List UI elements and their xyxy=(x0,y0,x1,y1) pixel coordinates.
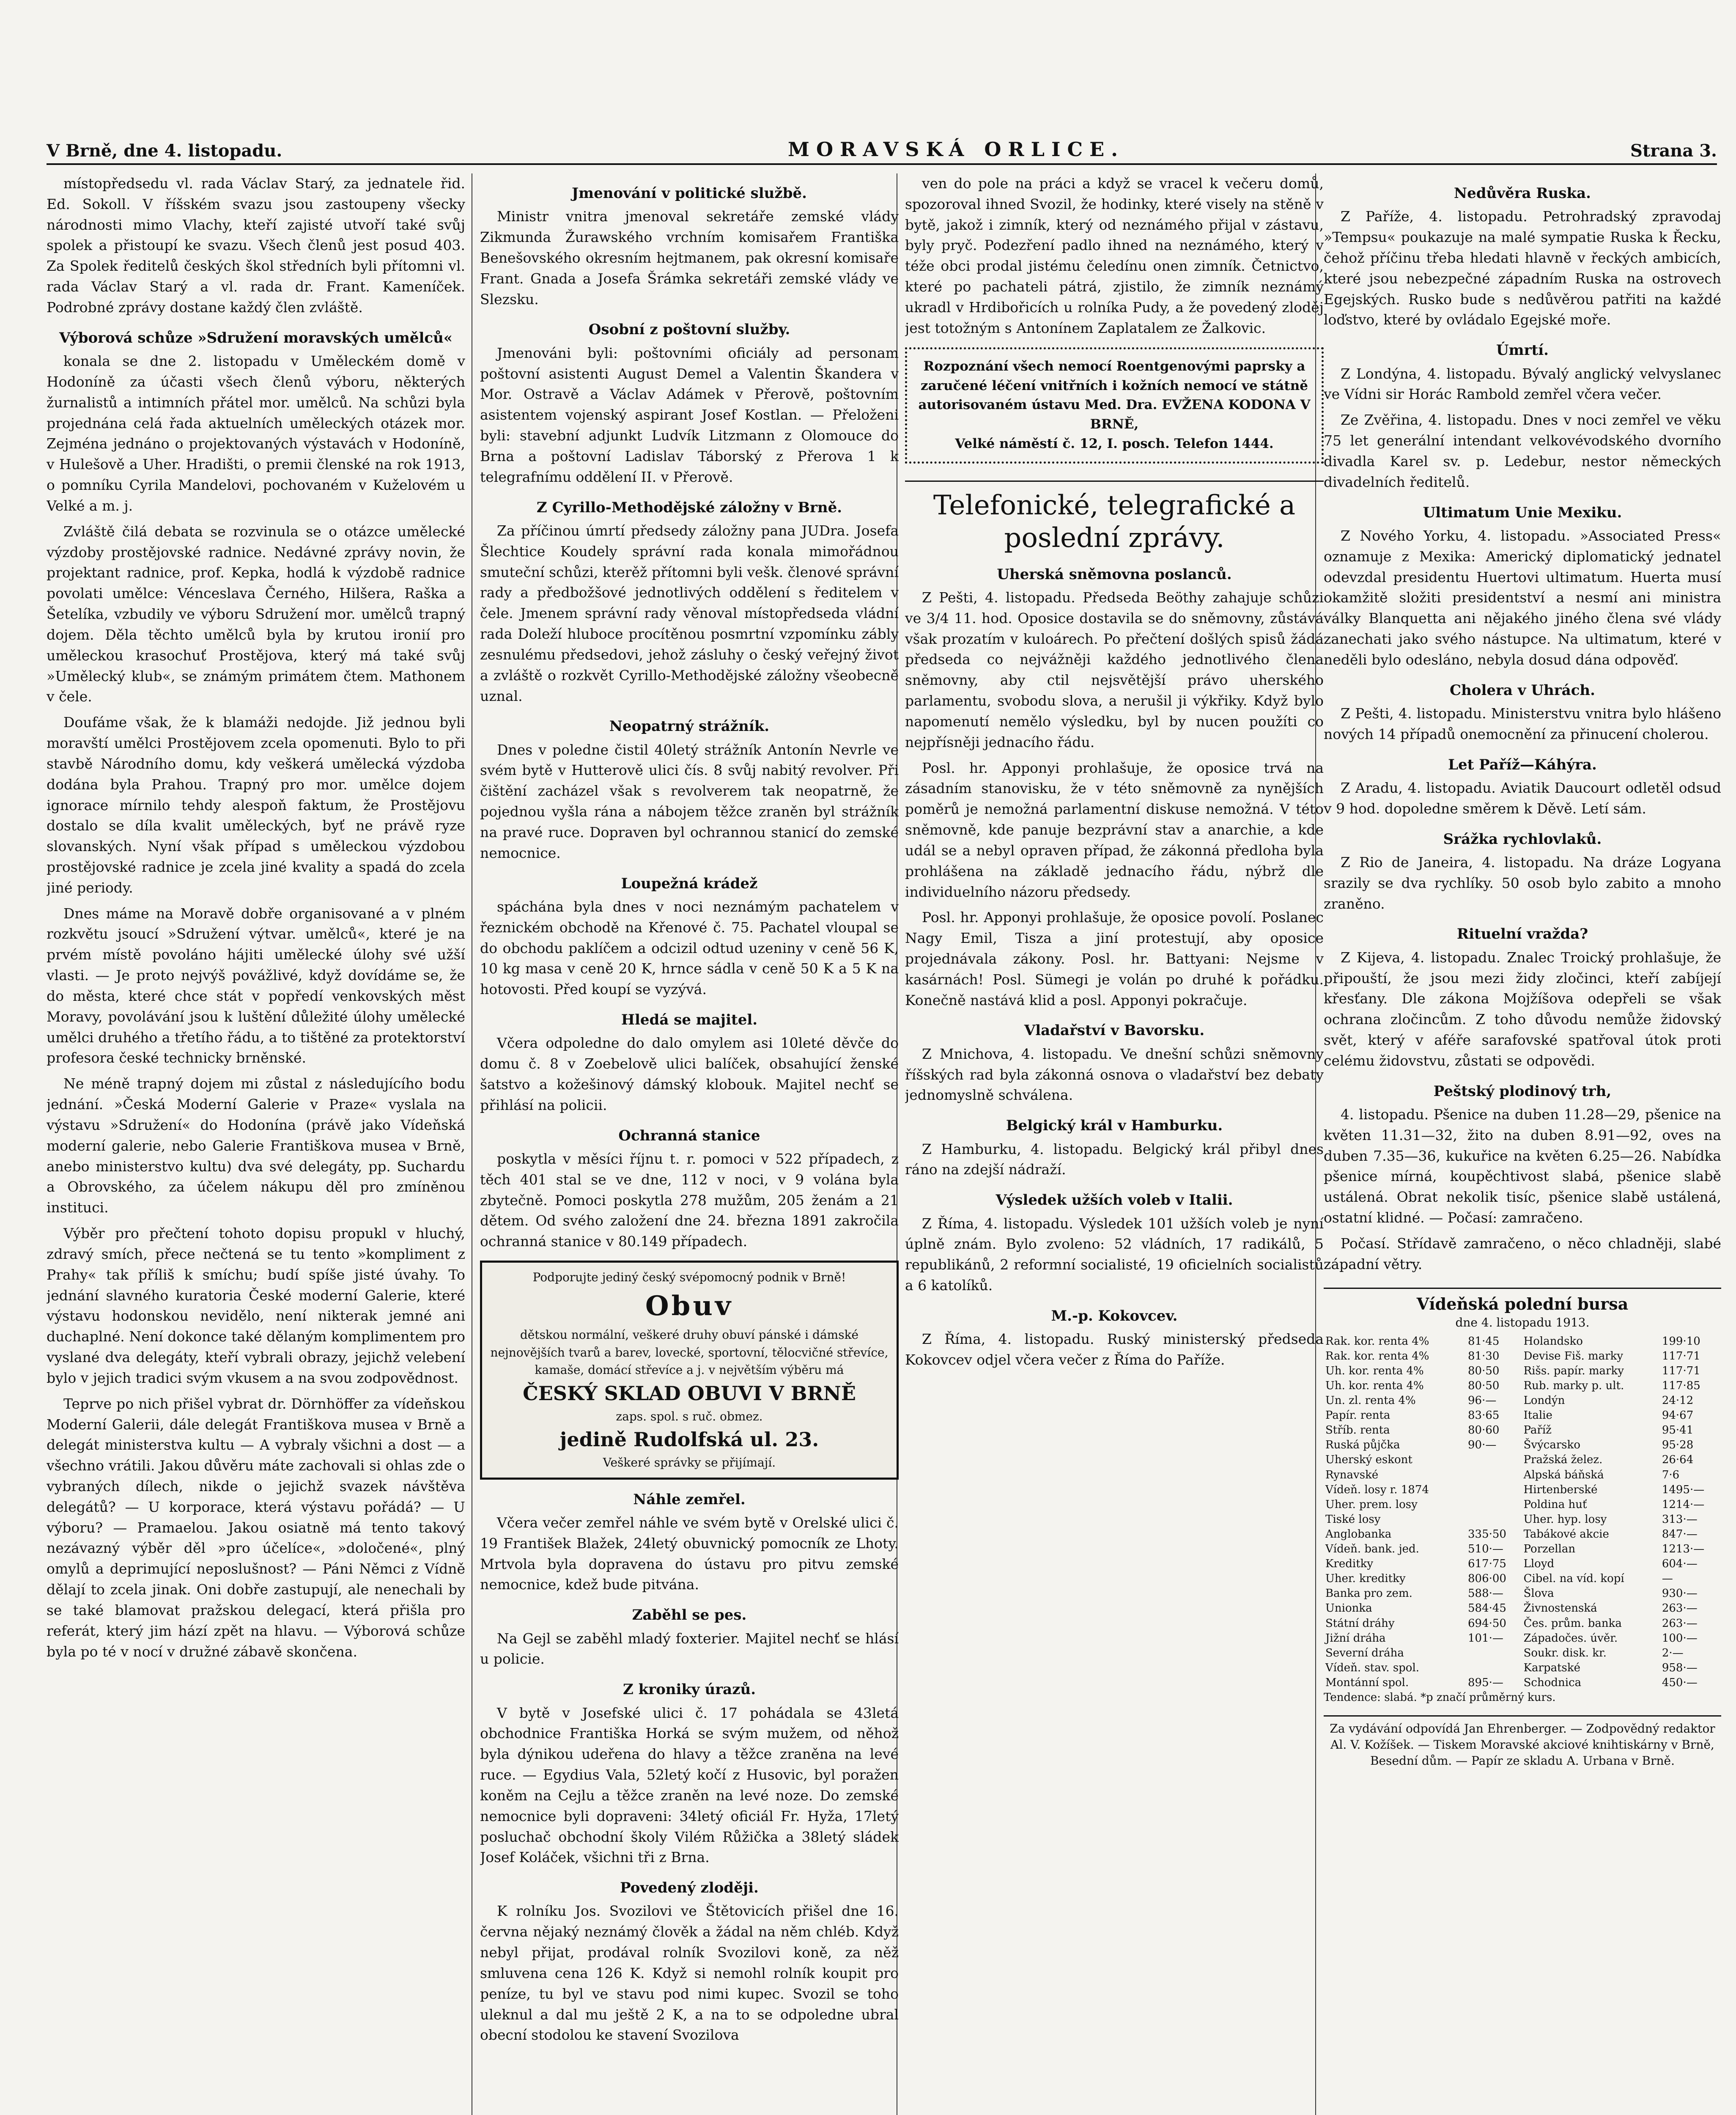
bourse-cell: Paříž xyxy=(1523,1424,1552,1437)
roentgen-ad-text: Rozpoznání všech nemocí Roentgenovými paprsky a zaručené léčení vnitřních i kožních nemocí ve státně autorisovaném ústavu Med. Dra. EVŽENA KODONA V BRNĚ, xyxy=(918,358,1311,432)
article-heading: Let Paříž—Káhýra. xyxy=(1448,756,1597,773)
article-paragraph: Z Aradu, 4. listopadu. Aviatik Daucourt odletěl odsud v 9 hod. dopoledne směrem k Děvě. Letí sám. xyxy=(1324,779,1721,817)
bourse-cell: 26·64 xyxy=(1662,1453,1694,1467)
bourse-cell: Londýn xyxy=(1523,1394,1565,1407)
bourse-cell: Papír. renta xyxy=(1325,1409,1390,1422)
column-1 xyxy=(47,173,465,2115)
bourse-row xyxy=(1324,1512,1721,1527)
article-paragraph: Z Pešti, 4. listopadu. Předseda Beöthy zahajuje schůzi ve 3/4 11. hod. Oposice dostavila se do sněmovny, zůstává však prozatím v kuloárech. Po přečtení došlých spisů žádá předseda co nejvážněji každého jednotlivého člena sněmovny, aby ctil nejsvětější právo uherského parlamentu, svobodu slova, a nerušil ji výkřiky. Když bylo napomenutí nemělo výsledku, byl by nucen použíti co nejpřísněji jednacího řádu. xyxy=(905,589,1324,750)
bourse-cell: 335·50 xyxy=(1468,1527,1506,1541)
bourse-cell: 450·— xyxy=(1662,1676,1698,1689)
article-paragraph: Posl. hr. Apponyi prohlašuje, že oposice trvá na zásadním stanovisku, že v této sněmovně za nynějších poměrů je nemožná parlamentní diskuse nemožná. V této sněmovně, kde panuje bezprávní stav a anarchie, a kde udál se a nebyl opraven případ, že zákonná předloha byla prohlášena na základě jednacího řádu, nýbrž dle individuelního názoru předsedy. xyxy=(905,759,1324,900)
article-paragraph: Jmenováni byli: poštovními oficiály ad personam poštovní asistenti August Demel a Valentin Škandera v Mor. Ostravě a Václav Adámek v Přerově, poštovním asistentem vojenský aspirant Josef Kostlan. — Přeloženi byli: stavební adjunkt Ludvík Litzmann z Olomouce do Brna a poštovní Ladislav Táborský z Přerova 1 k telegrafnímu oddělení II. v Přerově. xyxy=(480,344,899,485)
bourse-cell: 80·50 xyxy=(1468,1379,1500,1392)
bourse-cell: Státní dráhy xyxy=(1325,1617,1395,1630)
article-paragraph: Z Nového Yorku, 4. listopadu. »Associated Press« oznamuje z Mexika: Americký diplomatický jednatel odevzdal presidentu Huertovi ultimatum. Huerta musí okamžitě složiti presidentství a nesmí ani ministra války Blanquetta ani nějakého jiného člena své vlády zanechati jako svého nástupce. Na ultimatum, které v neděli bylo odesláno, nebyla dosud dána odpověď. xyxy=(1324,527,1721,668)
article-paragraph: místopředsedu vl. rada Václav Starý, za jednatele řid. Ed. Sokoll. V říšském svazu jsou zastoupeny všecky národnosti mimo Vlachy, kteří zajisté utvoří také svůj spolek a přistoupí ke svazu. Všech členů jest posud 403. Za Spolek ředitelů českých škol středních byli přítomni vl. rada Václav Starý a vl. rada dr. Frant. Kameníček. Podrobné zprávy dostane každý člen zvláště. xyxy=(47,175,465,316)
column-3 xyxy=(905,173,1324,2115)
bourse-cell: 7·6 xyxy=(1662,1468,1680,1481)
bourse-cell: Rak. kor. renta 4% xyxy=(1325,1335,1429,1348)
bourse-row xyxy=(1324,1349,1721,1364)
article-heading: Rituelní vražda? xyxy=(1456,926,1588,943)
article-paragraph: Za příčinou úmrtí předsedy záložny pana JUDra. Josefa Šlechtice Koudely správní rada konala mimořádnou smuteční schůzi, kterěž přítomni byli vešk. členové správní rady a předbožšové jednotlivých oddělení s ředitelem v čele. Jmenem správní rady věnoval místopředseda vládní rada Doleží hluboce procítěnou posmrtní vzpomínku zábly zesnulému předsedovi, jehož zásluhy o český veřejný život a zvláště o rozkvět Cyrillo-Methodějské záložny všeobecně uznal. xyxy=(480,522,899,704)
bourse-cell: Hirtenberské xyxy=(1523,1483,1598,1496)
bourse-cell: 101·— xyxy=(1468,1632,1503,1645)
bourse-row xyxy=(1324,1557,1721,1571)
article-paragraph: konala se dne 2. listopadu v Uměleckém domě v Hodoníně za účasti všech členů výboru, některých žurnalistů a intimních přátel mor. umělců. Na schůzi byla projednána celá řada aktuelních uměleckých otázek mor. Zejména jednáno o projektovaných výstavách v Hodoníně, v Hulešově a Uher. Hradišti, o premii členské na rok 1913, o pomníku Cyrila Mandelovi, pochovaném v Kuželovém u Velké a m. j. xyxy=(47,353,465,514)
bourse-row xyxy=(1324,1334,1721,1349)
imprint-footer: Za vydávání odpovídá Jan Ehrenberger. — Zodpovědný redaktor Al. V. Kožíšek. — Tiskem Moravské akciové knihtiskárny v Brně, Besední dům. — Papír ze skladu A. Urbana v Brně. xyxy=(1324,1715,1721,1769)
bourse-cell: 81·45 xyxy=(1468,1335,1500,1348)
vienna-bourse-table xyxy=(1324,1288,1721,1705)
bourse-cell xyxy=(1466,1512,1522,1527)
article-paragraph: spáchána byla dnes v noci neznámým pachatelem v řeznickém obchodě na Křenové č. 75. Pachatel vloupal se do obchodu paklíčem a odcizil odtud uzeniny v ceně 56 K, 10 kg masa v ceně 20 K, hrnce sádla v ceně 50 K a 5 K na hotovosti. Před koupí se vyzývá. xyxy=(480,898,899,998)
bourse-cell: 930·— xyxy=(1662,1587,1698,1600)
bourse-cell: Karpatské xyxy=(1523,1661,1581,1674)
bourse-cell: Kreditky xyxy=(1325,1557,1374,1571)
bourse-cell: — xyxy=(1662,1572,1673,1585)
column-4 xyxy=(1324,173,1721,2115)
bourse-cell: 604·— xyxy=(1662,1557,1698,1571)
article-heading: Povedený zloději. xyxy=(620,1879,759,1897)
bourse-cell: 117·71 xyxy=(1662,1364,1700,1377)
bourse-cell: Pražská želez. xyxy=(1523,1453,1603,1467)
bourse-row xyxy=(1324,1423,1721,1438)
article-heading: Zaběhl se pes. xyxy=(632,1607,747,1624)
shoe-store-advertisement xyxy=(480,1261,899,1480)
article-heading: Srážka rychlovlaků. xyxy=(1443,830,1602,848)
article-paragraph: Teprve po nich přišel vybrat dr. Dörnhöffer za vídeňskou Moderní Galerii, dále delegát Františkova musea v Brně a delegát ministerstva kultu — A vybraly všichni a dost — a všechno vrátili. Jakou důvěru máte zachovali si ohlas zde o vybraných dílech, nikde o jejichž svazek návštěva delegátů? — U korporace, která výstavu pořádá? — U výboru? — Pramaelou. Jakou osiatně má tento takový nezávazný výběr děl »pro účelíce«, »določené«, plný omylů a deprimující neposlušnost? — Páni Němci z Vídně dělají to zcela jinak. Oni dobře zastupují, ale nenechali by se také blamovat pražskou delegací, která přišla pro referát, který jim hází zpět na hlavu. — Výborová schůze byla po té v nocí v družné zábavě skončena. xyxy=(47,1395,465,1660)
article-paragraph: Z Hamburku, 4. listopadu. Belgický král přibyl dnes ráno na zdejší nádraží. xyxy=(905,1140,1324,1178)
bourse-cell: Alpská báňská xyxy=(1523,1468,1604,1481)
roentgen-advertisement xyxy=(905,347,1324,464)
article-paragraph: K rolníku Jos. Svozilovi ve Štětovicích přišel dne 16. června nějaký neznámý člověk a žádal na něm chléb. Když nebyl přijat, prodával rolník Svozilovi koně, za něž smluvena cena 126 K. Když si nemohl rolník koupit pro peníze, tu byl ve stavu pod nimi kupec. Svozil se toho uleknul a dal mu ještě 2 K, a na to se odpoledne ubral obecní stodolou ke stavení Svozilova xyxy=(480,1903,899,2044)
bourse-cell: Švýcarsko xyxy=(1523,1439,1581,1452)
bourse-cell: Jižní dráha xyxy=(1325,1632,1386,1645)
ad-tagline: Podporujte jediný český svépomocný podnik v Brně! xyxy=(532,1270,846,1285)
ad-store-name: ČESKÝ SKLAD OBUVI V BRNĚ xyxy=(523,1382,856,1405)
article-heading: Úmrtí. xyxy=(1496,342,1549,359)
article-heading: Vladařství v Bavorsku. xyxy=(1024,1022,1205,1039)
article-heading: Osobní z poštovní služby. xyxy=(588,321,790,338)
bourse-cell: 584·45 xyxy=(1468,1602,1506,1615)
bourse-row xyxy=(1324,1646,1721,1661)
ad-description: dětskou normální, veškeré druhy obuví pánské i dámské nejnovějších tvarů a barev, lovecké, sportovní, tělocvičné střevíce, kamaše, domácí střevíce a j. v největším výběru má xyxy=(490,1328,889,1377)
bourse-cell: 958·— xyxy=(1662,1661,1698,1674)
bourse-cell: Anglobanka xyxy=(1325,1527,1392,1541)
article-paragraph: Z Londýna, 4. listopadu. Bývalý anglický velvyslanec ve Vídni sir Horác Rambold zemřel včera večer. xyxy=(1324,365,1721,403)
article-paragraph: Z Rio de Janeira, 4. listopadu. Na dráze Logyana srazily se dva rychlíky. 50 osob bylo zabito a mnoho zraněno. xyxy=(1324,854,1721,912)
bourse-cell: Unionka xyxy=(1325,1602,1372,1615)
bourse-cell: 1495·— xyxy=(1662,1483,1705,1496)
ad-company-form: zaps. spol. s ruč. obmez. xyxy=(616,1409,763,1423)
bourse-cell: Uher. hyp. losy xyxy=(1523,1513,1607,1526)
article-paragraph: Dnes v poledne čistil 40letý strážník Antonín Nevrle ve svém bytě v Hutterově ulici čís. 8 svůj nabitý revolver. Při čištění zacházel však s revolverem tak neopatrně, že pojednou vyšla rána a nábojem těžce zraněn byl strážník na pravé ruce. Dopraven byl ochrannou stanicí do zemské nemocnice. xyxy=(480,741,899,861)
article-paragraph: Z Paříže, 4. listopadu. Petrohradský zpravodaj »Tempsu« poukazuje na malé sympatie Ruska k Řecku, čehož příčinu třeba hledati hlavně v řeckých ambicích, které jsou nebezpečné západním Ruska na ostrovech Egejských. Rusko bude s nedůvěrou patřiti na každé loďstvo, které by ovládalo Egejské moře. xyxy=(1324,208,1721,328)
bourse-cell: 117·85 xyxy=(1662,1379,1700,1392)
bourse-cell: 588·— xyxy=(1468,1587,1503,1600)
article-heading: M.-p. Kokovcev. xyxy=(1051,1307,1178,1324)
bourse-cell: 847·— xyxy=(1662,1527,1698,1541)
bourse-cell: 90·— xyxy=(1468,1439,1497,1452)
bourse-cell: 2·— xyxy=(1662,1646,1684,1659)
bourse-cell: 263·— xyxy=(1662,1617,1698,1630)
article-paragraph: Ze Zvěřina, 4. listopadu. Dnes v noci zemřel ve věku 75 let generální intendant velkovévodského dvorního divadla Karel sv. p. Ledebur, nestor německých divadelních ředitelů. xyxy=(1324,412,1721,490)
bourse-cell: 117·71 xyxy=(1662,1349,1700,1362)
bourse-cell: Poldina huť xyxy=(1523,1498,1587,1511)
ad-address: jedině Rudolfská ul. 23. xyxy=(559,1428,819,1451)
bourse-cell: Šlova xyxy=(1523,1587,1554,1600)
article-heading: Peštský plodinový trh, xyxy=(1433,1082,1612,1100)
bourse-cell: 83·65 xyxy=(1468,1409,1500,1422)
article-paragraph: Ministr vnitra jmenoval sekretáře zemské vlády Zikmunda Žurawského vrchním komisařem Františka Benešovského okresním hejtmanem, pak okresní komisaře Frant. Gnada a Josefa Šrámka sekretáři zemské vlády ve Slezsku. xyxy=(480,208,899,308)
ad-headline: Obuv xyxy=(645,1290,734,1322)
masthead xyxy=(47,127,1717,165)
issue-date: V Brně, dne 4. listopadu. xyxy=(47,141,282,161)
bourse-cell: 1214·— xyxy=(1662,1498,1705,1511)
article-heading: Výborová schůze »Sdružení moravských umělců« xyxy=(59,329,453,346)
section-title: Telefonické, telegrafické a poslední zprávy. xyxy=(905,481,1324,555)
article-heading: Ochranná stanice xyxy=(618,1127,760,1144)
article-paragraph: Na Gejl se zaběhl mladý foxterier. Majitel nechť se hlásí u policie. xyxy=(480,1630,899,1667)
bourse-cell: Živnostenská xyxy=(1523,1602,1597,1615)
bourse-cell: 617·75 xyxy=(1468,1557,1506,1571)
bourse-cell: Tiské losy xyxy=(1325,1513,1381,1526)
bourse-cell: Uh. kor. renta 4% xyxy=(1325,1364,1424,1377)
article-heading: Uherská sněmovna poslanců. xyxy=(997,566,1232,583)
bourse-row xyxy=(1324,1408,1721,1423)
bourse-cell: 24·12 xyxy=(1662,1394,1694,1407)
article-paragraph: Počasí. Střídavě zamračeno, o něco chladněji, slabé západní větry. xyxy=(1324,1235,1721,1272)
article-heading: Cholera v Uhrách. xyxy=(1450,681,1595,699)
article-heading: Náhle zemřel. xyxy=(633,1491,746,1508)
bourse-cell: Montánní spol. xyxy=(1325,1676,1409,1689)
bourse-cell: Západočes. úvěr. xyxy=(1523,1632,1618,1645)
bourse-cell: 95·41 xyxy=(1662,1424,1694,1437)
bourse-cell: 510·— xyxy=(1468,1543,1503,1556)
bourse-cell: 95·28 xyxy=(1662,1439,1694,1452)
bourse-cell: Schodnica xyxy=(1523,1676,1582,1689)
paper-title: MORAVSKÁ ORLICE. xyxy=(788,138,1125,161)
article-paragraph: Včera odpoledne do dalo omylem asi 10leté děvče do domu č. 8 v Zoebelově ulici balíček, obsahující ženské šatstvo a kožešinový dámský klobouk. Majitel nechť se přihlásí na policii. xyxy=(480,1035,899,1113)
bourse-row xyxy=(1324,1497,1721,1512)
article-heading: Loupežná krádež xyxy=(621,875,758,892)
bourse-title: Vídeňská polední bursa xyxy=(1416,1294,1629,1313)
bourse-date: dne 4. listopadu 1913. xyxy=(1455,1315,1590,1329)
bourse-cell: Stříb. renta xyxy=(1325,1424,1390,1437)
article-paragraph: V bytě v Josefské ulici č. 17 pohádala se 43letá obchodnice Františka Horká se svým mužem, od něhož byla dýnikou udeřena do hlavy a těžce zraněna na levé ruce. — Egydius Vala, 52letý kočí z Husovic, byl poražen koněm na Cejlu a těžce zraněn na levé noze. Do zemské nemocnice byli dopraveni: 34letý oficiál Fr. Hyža, 17letý posluchač obchodní školy Vilém Růžička a 38letý sládek Josef Koláček, všichni tři z Brna. xyxy=(480,1704,899,1866)
bourse-row xyxy=(1324,1393,1721,1408)
bourse-cell: Vídeň. losy r. 1874 xyxy=(1325,1483,1429,1496)
article-heading: Nedůvěra Ruska. xyxy=(1454,185,1591,202)
bourse-cell: Porzellan xyxy=(1523,1543,1576,1556)
article-heading: Neopatrný strážník. xyxy=(609,718,770,735)
bourse-row xyxy=(1324,1438,1721,1453)
article-paragraph: Posl. hr. Apponyi prohlašuje, že oposice povolí. Poslanec Nagy Emil, Tisza a jiní protestují, aby oposice projednávala zákony. Posl. hr. Battyani: Nejsme v kasárnách! Posl. Sümegi je volán po druhé k pořádku. Konečně nastává klid a posl. Apponyi pokračuje. xyxy=(905,909,1324,1008)
bourse-cell: 80·60 xyxy=(1468,1424,1500,1437)
bourse-row xyxy=(1324,1542,1721,1557)
article-heading: Ultimatum Unie Mexiku. xyxy=(1423,504,1622,521)
bourse-cell: Italie xyxy=(1523,1409,1552,1422)
article-paragraph: Z Kijeva, 4. listopadu. Znalec Troický prohlašuje, že připouští, že jsou mezi židy zločinci, kteří zabíjejí křesťany. Dle zákona Mojžíšova odepřeli se však ochrana zločincům. Z toho důvodu nemůže židovský svět, který v aféře sarafovské spatřoval útok proti celému židovstvu, zůstati se odpovědi. xyxy=(1324,949,1721,1069)
article-paragraph: Z Říma, 4. listopadu. Výsledek 101 užších voleb je nyní úplně znám. Bylo zvoleno: 52 vládních, 17 radikálů, 5 republikánů, 2 reformní socialisté, 19 oficielních socialistů a 6 katolíků. xyxy=(905,1215,1324,1294)
bourse-cell xyxy=(1466,1468,1522,1483)
bourse-cell: Soukr. disk. kr. xyxy=(1523,1646,1607,1659)
bourse-row xyxy=(1324,1586,1721,1601)
bourse-row xyxy=(1324,1601,1721,1616)
article-paragraph: Výběr pro přečtení tohoto dopisu propukl v hluchý, zdravý smích, přece nečtená se tu tento »kompliment z Prahy« tak příliš k smíchu; budí spíše jisté úvahy. To jednání slavného kuratoria České moderní Galerie, které výstavu hodonskou nevidělo, není nikterak jemné ani duchaplné. Není dokonce také dělaným komplimentem pro vyslané dva delegáty, kteří vybrali obrazy, jejichž velebení bylo v jejich tradici svým vkusem a na svou zodpovědnost. xyxy=(47,1225,465,1386)
bourse-cell xyxy=(1466,1646,1522,1661)
bourse-cell: 313·— xyxy=(1662,1513,1698,1526)
bourse-cell: Uher. kreditky xyxy=(1325,1572,1406,1585)
bourse-cell: Cibel. na víd. kopí xyxy=(1523,1572,1624,1585)
article-heading: Výsledek užších voleb v Italii. xyxy=(996,1192,1233,1209)
bourse-cell: Čes. prům. banka xyxy=(1523,1617,1622,1630)
article-heading: Hledá se majitel. xyxy=(621,1011,758,1029)
bourse-cell: Un. zl. renta 4% xyxy=(1325,1394,1416,1407)
bourse-cell: Lloyd xyxy=(1523,1557,1555,1571)
bourse-cell: 100·— xyxy=(1662,1632,1698,1645)
bourse-cell: 694·50 xyxy=(1468,1617,1506,1630)
bourse-row xyxy=(1324,1453,1721,1467)
column-2 xyxy=(480,173,899,2115)
bourse-cell: Rub. marky p. ult. xyxy=(1523,1379,1624,1392)
bourse-cell: Vídeň. bank. jed. xyxy=(1325,1543,1419,1556)
bourse-cell: Rišs. papír. marky xyxy=(1523,1364,1624,1377)
ad-footer: Veškeré správky se přijímají. xyxy=(603,1456,776,1470)
bourse-cell: Banka pro zem. xyxy=(1325,1587,1412,1600)
article-paragraph: Z Říma, 4. listopadu. Ruský ministerský předseda Kokovcev odjel včera večer z Říma do Paříže. xyxy=(905,1331,1324,1368)
article-paragraph: Včera večer zemřel náhle ve svém bytě v Orelské ulici č. 19 František Blažek, 24letý obuvnický pomocník ze Lhoty. Mrtvola byla dopravena do ústavu pro pitvu zemské nemocnice, kdež bude pitvána. xyxy=(480,1514,899,1593)
bourse-cell: Rynavské xyxy=(1325,1468,1379,1481)
bourse-cell xyxy=(1466,1661,1522,1676)
bourse-cell: 94·67 xyxy=(1662,1409,1694,1422)
bourse-cell: 81·30 xyxy=(1468,1349,1500,1362)
bourse-cell: 895·— xyxy=(1468,1676,1503,1689)
bourse-row xyxy=(1324,1379,1721,1393)
article-heading: Jmenování v politické službě. xyxy=(572,185,807,202)
bourse-cell: 263·— xyxy=(1662,1602,1698,1615)
article-paragraph: Z Mnichova, 4. listopadu. Ve dnešní schůzi sněmovny říšských rad byla zákonná osnova o vladařství bez debaty jednomyslně schválena. xyxy=(905,1045,1324,1104)
article-paragraph: Zvláště čilá debata se rozvinula se o otázce umělecké výzdoby prostějovské radnice. Nedávné zprávy novin, že projektant radnice, prof. Kepka, hodlá k výzdobě radnice povolati umělce: Vénceslava Černého, Hilšera, Raška a Šetelíka, vzbudily ve výboru Sdružení mor. umělců trapný dojem. Děla těchto umělců byla by krutou ironií pro uměleckou krasochuť Prostějova, který má také svůj »Umělecký klub«, se známým primátem čtem. Mathonem v čele. xyxy=(47,523,465,705)
article-heading: Z kroniky úrazů. xyxy=(623,1681,756,1698)
bourse-row xyxy=(1324,1483,1721,1497)
roentgen-ad-address: Velké náměstí č. 12, I. posch. Telefon 1444. xyxy=(955,436,1274,452)
bourse-row xyxy=(1324,1676,1721,1690)
bourse-cell: Tabákové akcie xyxy=(1523,1527,1609,1541)
article-paragraph: Dnes máme na Moravě dobře organisované a v plném rozkvětu jsoucí »Sdružení výtvar. umělců«, které je na prvém místě povoláno hájiti umělecké úlohy své užší vlasti. — Je proto nejvýš povážlivé, když dovídáme se, že do města, které chce stát v popředí venkovských měst Moravy, povolávání jsou k luštění důležité úlohy umělecké umělci druhého a třetího řádu, a to tištěné za protektorství profesora české technicky brněnské. xyxy=(47,905,465,1066)
bourse-rates xyxy=(1324,1334,1721,1690)
bourse-row xyxy=(1324,1364,1721,1379)
article-paragraph: 4. listopadu. Pšenice na duben 11.28—29, pšenice na květen 11.31—32, žito na duben 8.91—92, oves na duben 7.35—36, kukuřice na květen 6.25—26. Nabídka pšenice mírná, koupěchtivost slabá, pšenice slabě ustálená. Obrat nekolik tisíc, pšenice slabě ustálená, ostatní klidné. — Počasí: zamračeno. xyxy=(1324,1106,1721,1226)
bourse-row xyxy=(1324,1631,1721,1646)
bourse-cell: Ruská půjčka xyxy=(1325,1439,1400,1452)
bourse-row xyxy=(1324,1468,1721,1483)
page-number: Strana 3. xyxy=(1630,141,1717,161)
article-heading: Belgický král v Hamburku. xyxy=(1006,1117,1223,1134)
bourse-cell: Uherský eskont xyxy=(1325,1453,1412,1467)
bourse-cell: Uh. kor. renta 4% xyxy=(1325,1379,1424,1392)
article-paragraph: Ne méně trapný dojem mi zůstal z následujícího bodu jednání. »Česká Moderní Galerie v Praze« vyslala na výstavu »Sdružení« do Hodonína (právě jako Vídeňská moderní galerie, nebo Galerie Františkova musea v Brně, anebo ministerstvo kultu) dva své delegáty, pp. Suchardu a Obrovského, za účelem nákupu děl pro zmíněnou instituci. xyxy=(47,1075,465,1216)
bourse-note: Tendence: slabá. *p značí průměrný kurs. xyxy=(1324,1691,1556,1704)
bourse-cell: Devise Fiš. marky xyxy=(1523,1349,1624,1362)
bourse-cell: Severní dráha xyxy=(1325,1646,1404,1659)
bourse-row xyxy=(1324,1616,1721,1631)
bourse-cell: 1213·— xyxy=(1662,1543,1705,1556)
bourse-cell xyxy=(1466,1483,1522,1497)
bourse-row xyxy=(1324,1661,1721,1676)
article-heading: Z Cyrillo-Methodějské záložny v Brně. xyxy=(536,499,842,516)
bourse-cell: Holandsko xyxy=(1523,1335,1583,1348)
bourse-cell: Rak. kor. renta 4% xyxy=(1325,1349,1429,1362)
bourse-row xyxy=(1324,1527,1721,1542)
bourse-cell: 96·— xyxy=(1468,1394,1497,1407)
bourse-cell: Uher. prem. losy xyxy=(1325,1498,1418,1511)
bourse-cell: Vídeň. stav. spol. xyxy=(1325,1661,1420,1674)
article-paragraph: poskytla v měsíci říjnu t. r. pomoci v 522 případech, z těch 401 stal se ve dne, 112 v noci, v 9 volána byla zbytečně. Pomoci poskytla 278 mužům, 205 ženám a 21 dětem. Od svého založení dne 24. března 1891 zakročila ochranná stanice v 80.149 případech. xyxy=(480,1151,899,1250)
article-paragraph: Doufáme však, že k blamáži nedojde. Již jednou byli moravští umělci Prostějovem zcela opomenuti. Bylo to při stavbě Národního domu, kdy veškerá umělecká výzdoba dodána byla Prahou. Trapný pro mor. umělce dojem ignorace mírnilo tehdy alespoň faktum, že Prostějovu dostalo se díla kvalit uměleckých, byť ne právě ryze slovanských. Nyní však případ s uměleckou výzdobou prostějovské radnice je zcela jiné kvality a spadá do zcela jiné periody. xyxy=(47,714,465,896)
bourse-cell: 806·00 xyxy=(1468,1572,1506,1585)
article-paragraph: ven do pole na práci a když se vracel k večeru domů, spozoroval ihned Svozil, že hodinky, které visely na stěně v bytě, jakož i zimník, který od neznámého přijal v zástavu, byly pryč. Podezření padlo ihned na neznámého, který v téže obci prodal jistému čeledínu onen zimník. Četnictvo, které po pachateli pátrá, zjistilo, že zimník neznámý ukradl v Hrdibořicích u rolníka Pudy, a že povedený zloděj jest totožným s Antonínem Zaplatalem ze Žalkovic. xyxy=(905,175,1324,336)
bourse-cell xyxy=(1466,1453,1522,1467)
bourse-cell: 80·50 xyxy=(1468,1364,1500,1377)
article-paragraph: Z Pešti, 4. listopadu. Ministerstvu vnitra bylo hlášeno nových 14 případů onemocnění za přinucení cholerou. xyxy=(1324,705,1721,742)
bourse-row xyxy=(1324,1571,1721,1586)
bourse-cell: 199·10 xyxy=(1662,1335,1700,1348)
bourse-cell xyxy=(1466,1497,1522,1512)
